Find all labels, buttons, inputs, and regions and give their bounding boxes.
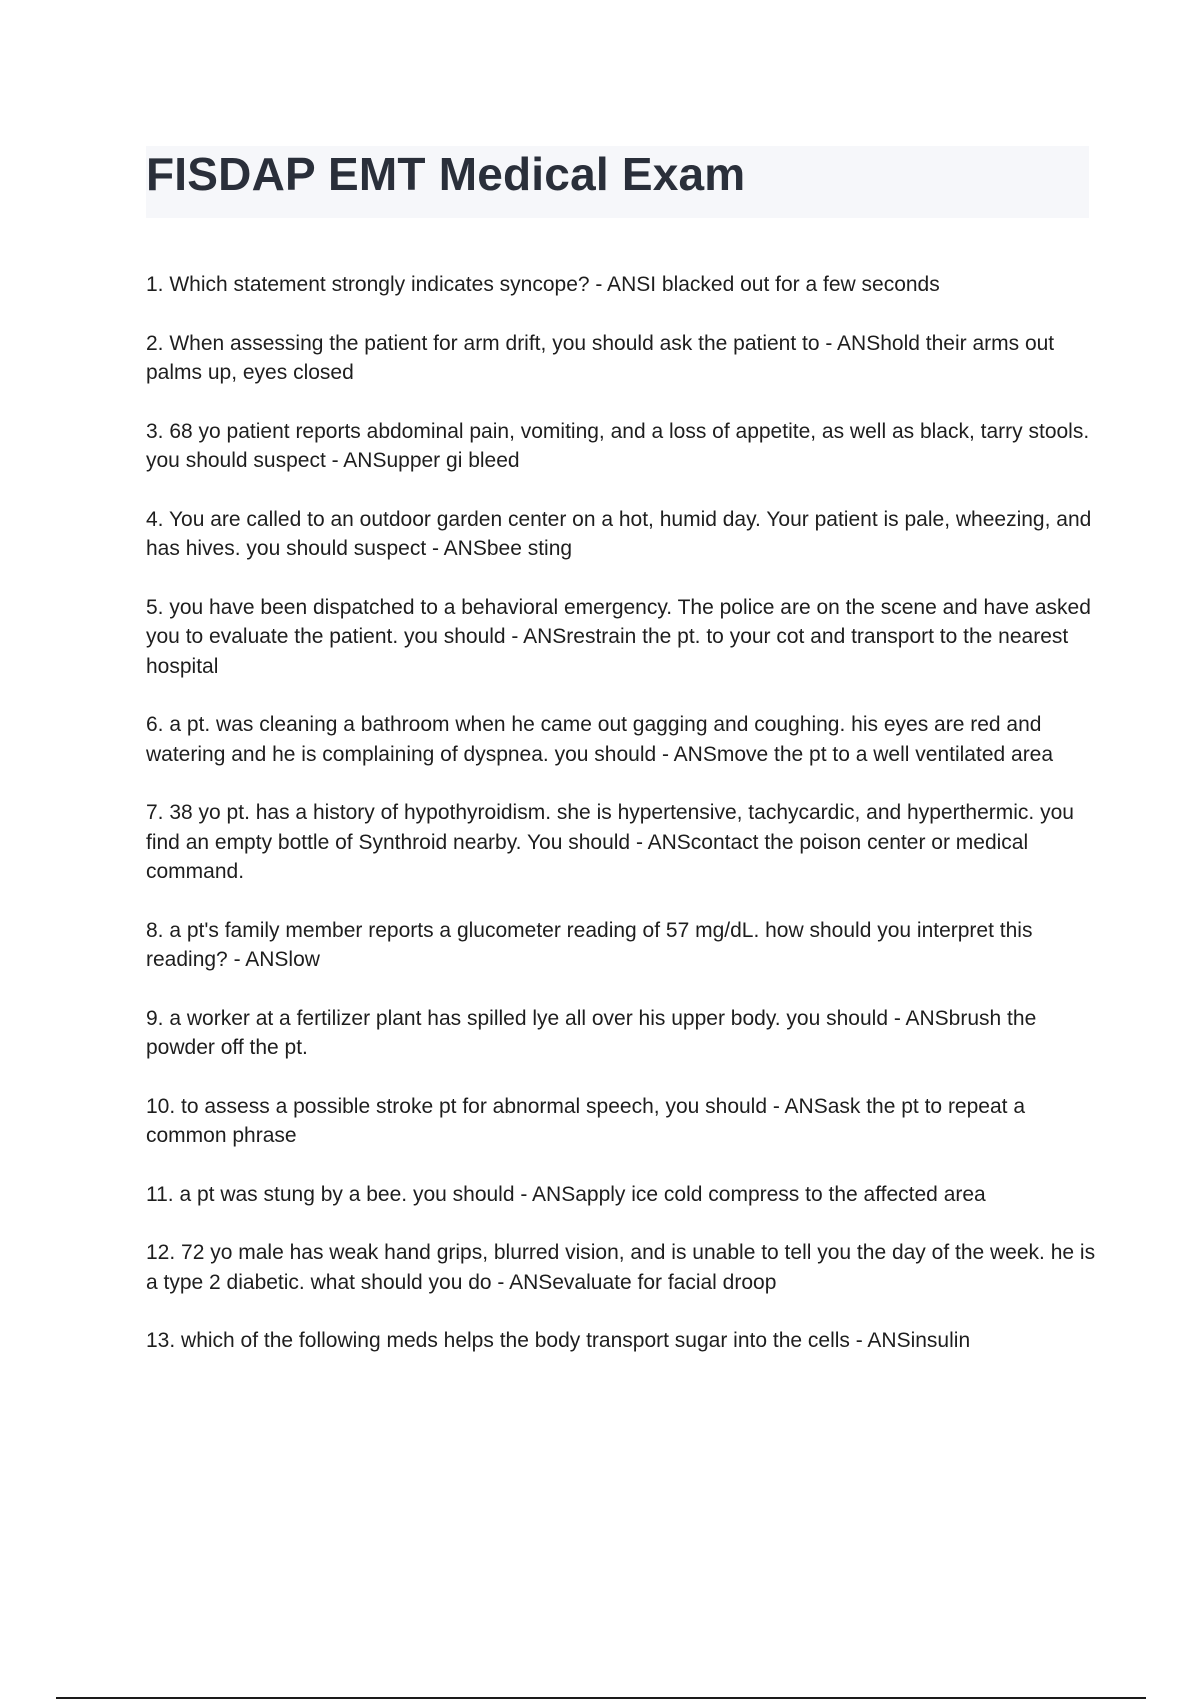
question-item-3: 3. 68 yo patient reports abdominal pain, vomiting, and a loss of appetite, as well as black, tarry stools. you should suspect - ANSupper gi bleed [146, 419, 1090, 472]
question-item-12: 12. 72 yo male has weak hand grips, blurred vision, and is unable to tell you the day of the week. he is a type 2 diabetic. what should you do - ANSevaluate for facial droop [146, 1241, 1096, 1294]
question-item-11: 11. a pt was stung by a bee. you should - ANSapply ice cold compress to the affected area [146, 1182, 986, 1206]
question-item-7: 7. 38 yo pt. has a history of hypothyroidism. she is hypertensive, tachycardic, and hyperthermic. you find an empty bottle of Synthroid nearby. You should - ANScontact the poison center or medical command. [146, 801, 1074, 883]
question-item-9: 9. a worker at a fertilizer plant has spilled lye all over his upper body. you should - ANSbrush the powder off the pt. [146, 1006, 1037, 1059]
question-item-10: 10. to assess a possible stroke pt for abnormal speech, you should - ANSask the pt to repeat a common phrase [146, 1094, 1025, 1147]
page-title: FISDAP EMT Medical Exam [146, 148, 746, 200]
question-item-13: 13. which of the following meds helps the body transport sugar into the cells - ANSinsulin [146, 1329, 971, 1352]
question-item-6: 6. a pt. was cleaning a bathroom when he came out gagging and coughing. his eyes are red and watering and he is complaining of dyspnea. you should - ANSmove the pt to a well ventilated area [146, 713, 1054, 766]
question-item-4: 4. You are called to an outdoor garden center on a hot, humid day. Your patient is pale, wheezing, and has hives. you should suspect - ANSbee sting [146, 507, 1092, 560]
question-item-8: 8. a pt's family member reports a glucometer reading of 57 mg/dL. how should you interpret this reading? - ANSlow [146, 918, 1033, 971]
question-item-2: 2. When assessing the patient for arm drift, you should ask the patient to - ANShold their arms out palms up, eyes closed [146, 331, 1055, 384]
bottom-divider [56, 1697, 1146, 1699]
question-item-1: 1. Which statement strongly indicates syncope? - ANSI blacked out for a few seconds [146, 273, 940, 296]
question-list [146, 270, 1096, 1385]
title-banner [146, 146, 1089, 218]
question-item-5: 5. you have been dispatched to a behavioral emergency. The police are on the scene and have asked you to evaluate the patient. you should - ANSrestrain the pt. to your cot and transport to the nearest hospital [146, 595, 1091, 678]
